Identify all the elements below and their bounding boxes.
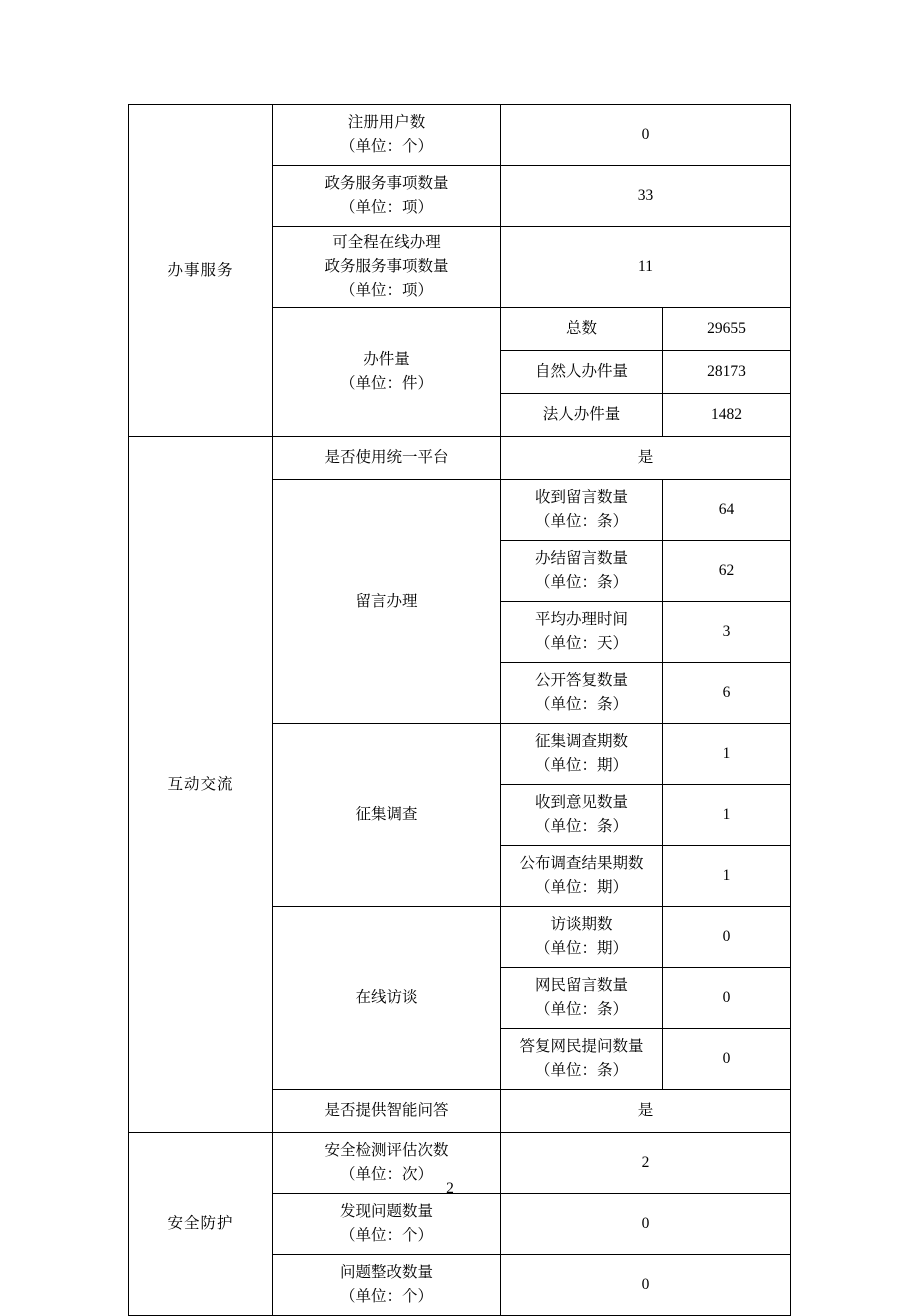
label-unit: （单位：条） [534,696,628,714]
sub-label-natural-person-cases: 自然人办件量 [501,351,663,394]
value-public-replies: 6 [663,663,791,724]
label-text: 办件量 [363,351,410,369]
label-unit: （单位：条） [534,513,628,531]
row-label-problems-found [273,1194,501,1255]
sub-label-netizen-messages [501,968,663,1029]
category-cell-security: 安全防护 [129,1133,273,1316]
label-unit: （单位：个） [339,138,433,155]
label-text: 答复网民提问数量 [519,1038,644,1056]
label-text: 公布调查结果期数 [519,855,644,873]
table-row [129,105,791,166]
label-text: 收到留言数量 [534,489,628,507]
label-text: 办结留言数量 [534,550,628,568]
value-netizen-questions-answered: 0 [663,1029,791,1090]
label-unit: （单位：条） [534,1062,628,1080]
report-table [128,104,791,1316]
label-unit: （单位：天） [534,635,628,653]
value-problems-found: 0 [501,1194,791,1255]
value-average-handling-time: 3 [663,602,791,663]
label-unit: （单位：条） [534,818,628,836]
label-unit: （单位：期） [534,757,628,775]
value-survey-periods: 1 [663,724,791,785]
value-legal-person-cases: 1482 [663,394,791,437]
value-fully-online-items: 11 [501,227,791,308]
label-unit: （单位：次） [339,1166,433,1184]
sub-label-total: 总数 [501,308,663,351]
row-label-message-handling: 留言办理 [273,480,501,724]
sub-label-netizen-questions-answered [501,1029,663,1090]
label-text: 访谈期数 [550,916,613,934]
value-opinions-received: 1 [663,785,791,846]
label-unit: （单位：期） [534,879,628,897]
value-published-results: 1 [663,846,791,907]
label-text: 问题整改数量 [339,1264,433,1282]
government-website-statistics-table [128,104,790,1316]
row-label-fully-online-items [273,227,501,308]
value-service-items: 33 [501,166,791,227]
label-unit: （单位：个） [339,1288,433,1306]
label-text: 收到意见数量 [534,794,628,812]
value-interview-periods: 0 [663,907,791,968]
label-text: 注册用户数 [347,113,426,131]
sub-label-published-results [501,846,663,907]
page-number: 2 [446,1180,454,1197]
category-cell-service: 办事服务 [129,105,273,437]
value-netizen-messages: 0 [663,968,791,1029]
sub-label-interview-periods [501,907,663,968]
sub-label-public-replies [501,663,663,724]
label-unit: （单位：条） [534,1001,628,1019]
label-unit: （单位：项） [339,199,433,216]
label-text: 网民留言数量 [534,977,628,995]
row-label-service-items [273,166,501,227]
label-text: 发现问题数量 [339,1203,433,1221]
value-smart-qa: 是 [501,1090,791,1133]
value-problems-rectified: 0 [501,1255,791,1316]
sub-label-legal-person-cases: 法人办件量 [501,394,663,437]
row-label-smart-qa: 是否提供智能问答 [273,1090,501,1133]
sub-label-messages-received [501,480,663,541]
row-label-survey-collection: 征集调查 [273,724,501,907]
value-total: 29655 [663,308,791,351]
label-text: 政务服务事项数量 [324,174,449,192]
label-unit: （单位：条） [534,574,628,592]
label-unit: （单位：期） [534,940,628,958]
label-unit: （单位：项） [339,282,433,300]
sub-label-average-handling-time [501,602,663,663]
label-unit: （单位：件） [339,375,433,393]
label-text: 公开答复数量 [534,672,628,690]
row-label-online-interview: 在线访谈 [273,907,501,1090]
row-label-registered-users [273,105,501,166]
sub-label-messages-completed [501,541,663,602]
sub-label-opinions-received [501,785,663,846]
table-row [129,437,791,480]
category-cell-interaction: 互动交流 [129,437,273,1133]
row-label-case-volume [273,308,501,437]
value-natural-person-cases: 28173 [663,351,791,394]
value-messages-completed: 62 [663,541,791,602]
row-label-unified-platform: 是否使用统一平台 [273,437,501,480]
sub-label-survey-periods [501,724,663,785]
label-text-line1: 可全程在线办理 [332,234,441,251]
label-unit: （单位：个） [339,1227,433,1245]
value-security-assessments: 2 [501,1133,791,1194]
label-text: 平均办理时间 [534,611,628,629]
label-text: 征集调查期数 [534,733,628,751]
value-registered-users: 0 [501,105,791,166]
value-messages-received: 64 [663,480,791,541]
row-label-problems-rectified [273,1255,501,1316]
label-text-line2: 政务服务事项数量 [324,258,449,276]
label-text: 安全检测评估次数 [324,1142,449,1160]
value-unified-platform: 是 [501,437,791,480]
